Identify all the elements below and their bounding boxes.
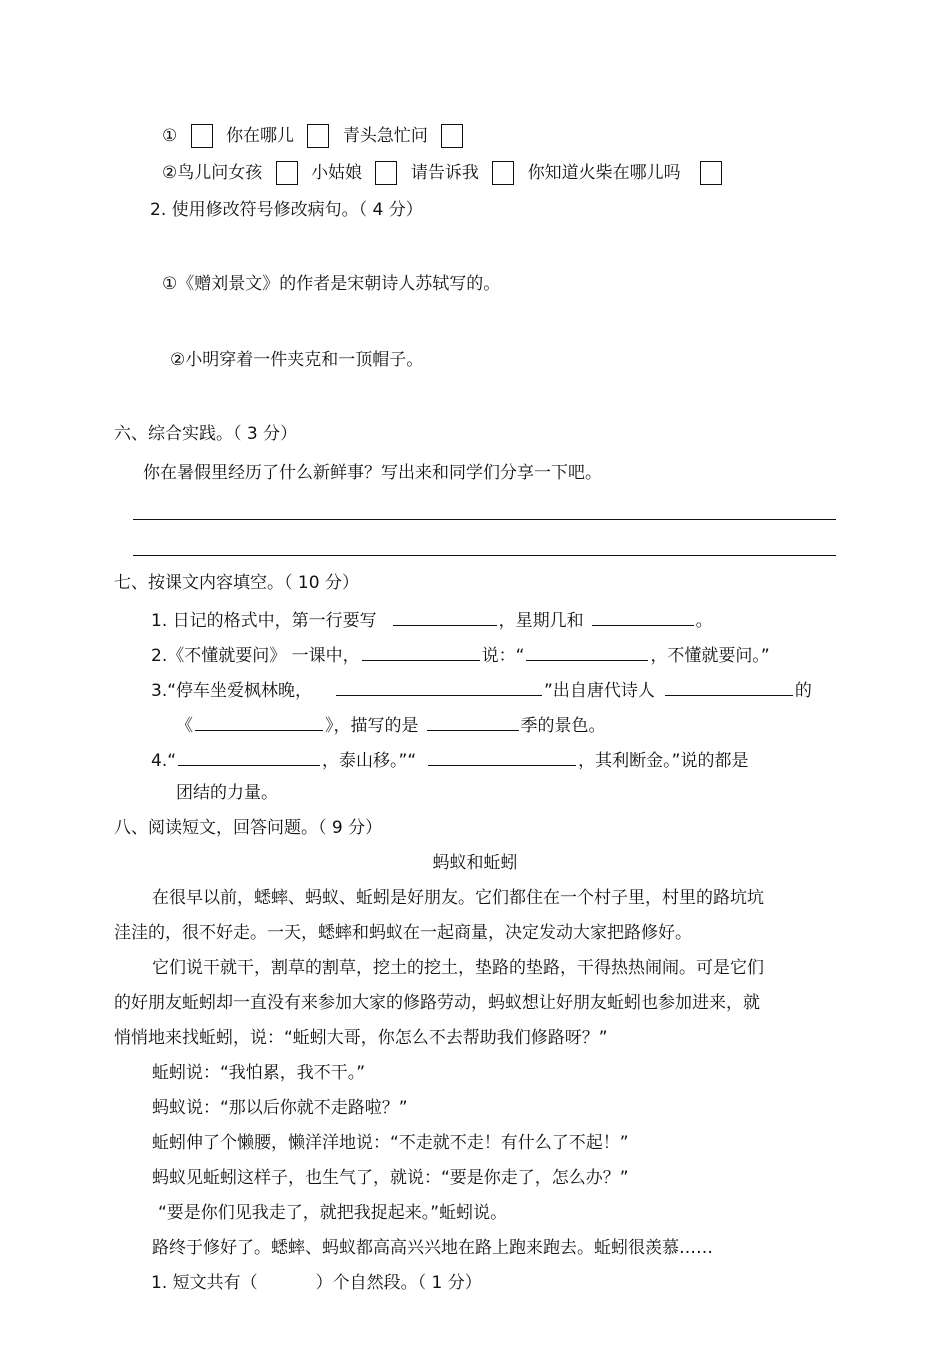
- fill-blank[interactable]: [336, 677, 542, 696]
- question-text: 《: [176, 716, 193, 736]
- answer-box[interactable]: [191, 124, 213, 148]
- fill-blank[interactable]: [393, 607, 497, 626]
- fill-blank[interactable]: [592, 607, 694, 626]
- fill-q4-cont: 团结的力量。: [176, 783, 278, 803]
- fill-blank[interactable]: [428, 747, 576, 766]
- segment-text: 小姑娘: [311, 163, 363, 183]
- fill-blank[interactable]: [195, 712, 323, 731]
- question-text: 1. 短文共有（: [151, 1273, 258, 1293]
- section-7-heading: 七、按课文内容填空。（ 10 分）: [114, 573, 359, 593]
- question-text: ，不懂就要问。”: [650, 646, 770, 666]
- story-paragraph-line: 路终于修好了。蟋蟀、蚂蚁都高高兴兴地在路上跑来跑去。蚯蚓很羡慕……: [152, 1238, 713, 1258]
- question-text: ，其利断金。”说的都是: [578, 751, 749, 771]
- question-text: 的: [794, 681, 812, 701]
- question-text: 2.《不懂就要问》 一课中，: [151, 646, 360, 666]
- question-text: ）个自然段。（ 1 分）: [315, 1273, 482, 1293]
- fill-blank[interactable]: [526, 642, 648, 661]
- segment-text: 鸟儿问女孩: [177, 163, 263, 183]
- segment-text: 你在哪儿: [226, 126, 295, 146]
- faulty-sentence-1: ①《赠刘景文》的作者是宋朝诗人苏轼写的。: [162, 274, 501, 294]
- q5-2-heading: 2. 使用修改符号修改病句。（ 4 分）: [150, 200, 423, 220]
- question-text: 4.“: [151, 751, 177, 771]
- question-text: ，泰山移。”“: [322, 751, 417, 771]
- story-paragraph-line: 蚯蚓说：“我怕累，我不干。”: [152, 1063, 366, 1083]
- item-number: ①: [162, 126, 178, 146]
- story-title: 蚂蚁和蚯蚓: [432, 853, 518, 873]
- question-text: 季的景色。: [520, 716, 606, 736]
- story-paragraph-line: 蚂蚁见蚯蚓这样子，也生气了，就说：“要是你走了，怎么办？”: [152, 1168, 629, 1188]
- answer-box[interactable]: [441, 124, 463, 148]
- segment-text: 青头急忙问: [342, 126, 428, 146]
- story-paragraph-line: 它们说干就干，割草的割草，挖土的挖土，垫路的垫路，干得热热闹闹。可是它们: [152, 958, 764, 978]
- fill-blank[interactable]: [665, 677, 793, 696]
- fill-blank[interactable]: [178, 747, 320, 766]
- segment-text: 请告诉我: [410, 163, 479, 183]
- question-text: 3.“停车坐爱枫林晚，: [151, 681, 313, 701]
- fill-q4: [151, 747, 748, 772]
- story-paragraph-line: “要是你们见我走了，就把我捉起来。”蚯蚓说。: [158, 1203, 508, 1223]
- story-paragraph-line: 蚯蚓伸了个懒腰，懒洋洋地说：“不走就不走！有什么了不起！”: [152, 1133, 629, 1153]
- fill-q1: [151, 607, 713, 632]
- answer-box[interactable]: [492, 161, 514, 185]
- writing-line[interactable]: [133, 519, 836, 520]
- story-paragraph-line: 蚂蚁说：“那以后你就不走路啦？”: [152, 1098, 408, 1118]
- question-text: ”出自唐代诗人: [544, 681, 655, 701]
- segment-text: 你知道火柴在哪儿吗: [527, 163, 681, 183]
- item-number: ②: [162, 163, 178, 183]
- faulty-sentence-2: ②小明穿着一件夹克和一顶帽子。: [170, 350, 424, 370]
- story-paragraph-line: 在很早以前，蟋蟀、蚂蚁、蚯蚓是好朋友。它们都住在一个村子里，村里的路坑坑: [152, 888, 764, 908]
- answer-box[interactable]: [700, 161, 722, 185]
- story-paragraph-line: 悄悄地来找蚯蚓，说：“蚯蚓大哥，你怎么不去帮助我们修路呀？”: [114, 1028, 608, 1048]
- punct-line-1: [162, 124, 471, 148]
- question-text: 说：“: [481, 646, 525, 666]
- reading-q1: [151, 1272, 482, 1294]
- question-text: 》，描写的是: [325, 716, 419, 736]
- fill-blank[interactable]: [427, 712, 519, 731]
- fill-q2: [151, 642, 770, 667]
- question-text: 。: [695, 611, 713, 631]
- answer-box[interactable]: [276, 161, 298, 185]
- fill-blank[interactable]: [362, 642, 480, 661]
- writing-line[interactable]: [133, 555, 836, 556]
- answer-box[interactable]: [307, 124, 329, 148]
- answer-box[interactable]: [375, 161, 397, 185]
- question-text: 1. 日记的格式中，第一行要写: [151, 611, 377, 631]
- story-paragraph-line: 洼洼的，很不好走。一天，蟋蟀和蚂蚁在一起商量，决定发动大家把路修好。: [114, 923, 692, 943]
- fill-q3: [151, 677, 812, 702]
- section-6-prompt: 你在暑假里经历了什么新鲜事？写出来和同学们分享一下吧。: [143, 463, 602, 483]
- section-8-heading: 八、阅读短文，回答问题。（ 9 分）: [114, 818, 383, 838]
- question-text: ，星期几和: [498, 611, 584, 631]
- fill-q3-cont: [176, 712, 606, 737]
- punct-line-2: [162, 161, 730, 185]
- story-paragraph-line: 的好朋友蚯蚓却一直没有来参加大家的修路劳动，蚂蚁想让好朋友蚯蚓也参加进来，就: [114, 993, 760, 1013]
- section-6-heading: 六、综合实践。（ 3 分）: [114, 424, 298, 444]
